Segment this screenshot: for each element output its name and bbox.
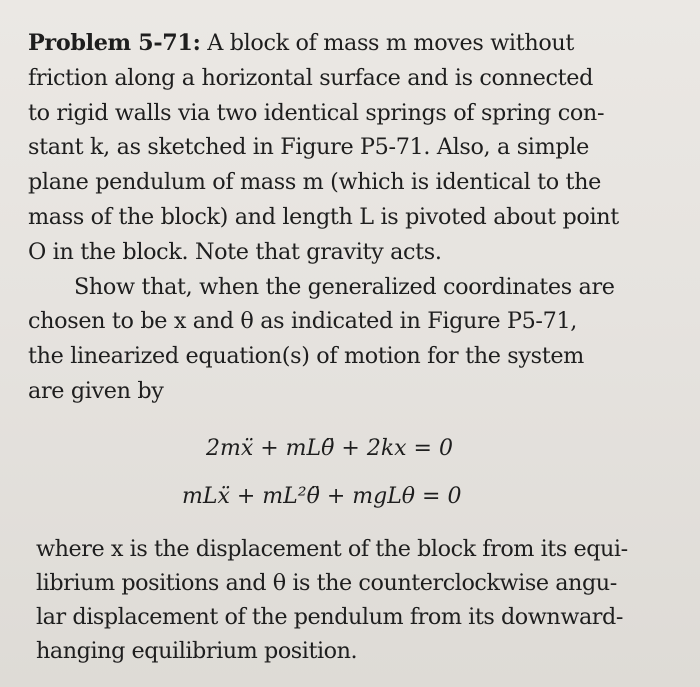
equation-1: 2mẍ + mLθ̈ + 2kx = 0 — [206, 436, 453, 461]
task-line-3: the linearized equation(s) of motion for the system — [28, 343, 584, 370]
problem-label: Problem 5-71: — [28, 30, 201, 56]
problem-line-7: O in the block. Note that gravity acts. — [28, 238, 442, 265]
problem-line-5: plane pendulum of mass m (which is identical to the — [28, 169, 601, 196]
equation-2: mLẍ + mL²θ̈ + mgLθ = 0 — [182, 484, 462, 509]
problem-line-3: to rigid walls via two identical springs of spring con- — [28, 99, 605, 126]
explanation-line-4: hanging equilibrium position. — [36, 638, 358, 664]
problem-line-6: mass of the block) and length L is pivoted about point — [28, 203, 619, 230]
equations-of-motion — [160, 425, 540, 521]
problem-first-line — [28, 26, 678, 61]
task-line-4: are given by — [28, 377, 164, 404]
problem-line-2: friction along a horizontal surface and is connected — [28, 64, 594, 91]
problem-line-4: stant k, as sketched in Figure P5-71. Also, a simple — [28, 134, 589, 161]
task-line-1: Show that, when the generalized coordinates are — [74, 273, 615, 300]
problem-line-1: A block of mass m moves without — [200, 30, 575, 56]
task-line-2: chosen to be x and θ as indicated in Figure P5-71, — [28, 308, 578, 335]
explanation-line-3: lar displacement of the pendulum from its downward- — [36, 604, 623, 630]
explanation-text — [36, 532, 676, 668]
explanation-line-1: where x is the displacement of the block from its equi- — [36, 536, 628, 562]
explanation-line-2: librium positions and θ is the counterclockwise angu- — [36, 570, 617, 596]
problem-text — [28, 26, 678, 409]
